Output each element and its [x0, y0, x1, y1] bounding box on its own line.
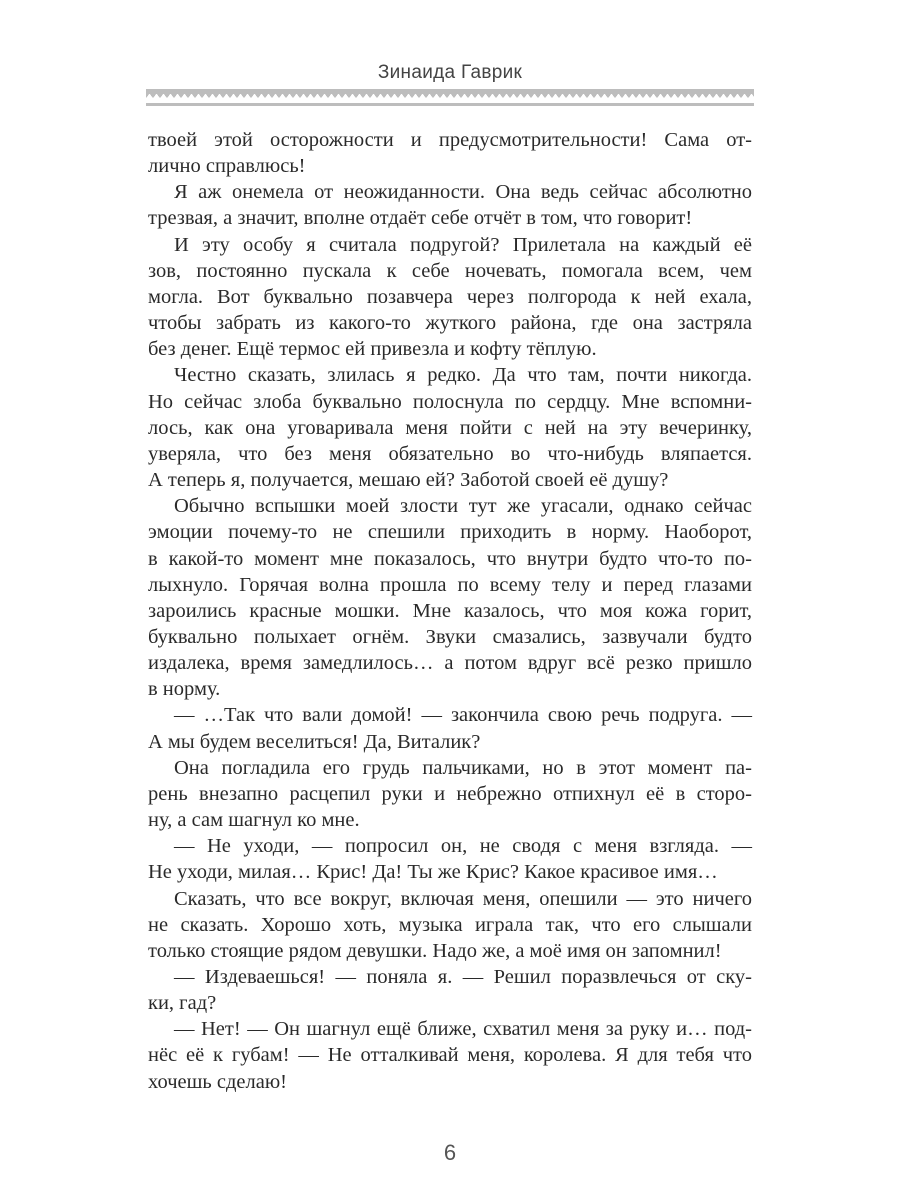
running-head-author: Зинаида Гаврик [377, 62, 523, 83]
text-line: в какой-то момент мне показалось, что внутри будто что-то по- [148, 547, 752, 570]
text-line: Но сейчас злоба буквально полоснула по сердцу. Мне вспомни- [148, 390, 752, 413]
text-line: Честно сказать, злилась я редко. Да что там, почти никогда. [174, 364, 752, 387]
text-line: не сказать. Хорошо хоть, музыка играла так, что его слышали [148, 913, 752, 936]
text-line: Я аж онемела от неожиданности. Она ведь сейчас абсолютно [174, 181, 752, 204]
text-line: уверяла, что без меня обязательно во что-нибудь вляпается. [148, 442, 752, 465]
text-line: лось, как она уговаривала меня пойти с ней на эту вечеринку, [148, 416, 752, 439]
text-line: А теперь я, получается, мешаю ей? Заботой своей её душу? [148, 469, 669, 492]
text-line: Обычно вспышки моей злости тут же угасали, однако сейчас [174, 495, 752, 518]
text-line: буквально полыхает огнём. Звуки смазались, зазвучали будто [148, 625, 752, 648]
text-line: твоей этой осторожности и предусмотрительности! Сама от- [148, 129, 752, 151]
text-line: — Нет! — Он шагнул ещё ближе, схватил меня за руку и… под- [174, 1018, 752, 1041]
text-line: чтобы забрать из какого-то жуткого района, где она застряла [148, 312, 752, 335]
text-line: зароились красные мошки. Мне казалось, что моя кожа горит, [148, 599, 752, 622]
text-line: лично справлюсь! [148, 155, 306, 178]
text-line: без денег. Ещё термос ей привезла и кофту тёплую. [148, 338, 597, 361]
text-line: А мы будем веселиться! Да, Виталик? [148, 730, 481, 753]
text-line: — Издеваешься! — поняла я. — Решил поразвлечься от ску- [174, 966, 752, 988]
text-line: в норму. [148, 678, 221, 701]
text-line: — Не уходи, — попросил он, не сводя с меня взгляда. — [174, 835, 752, 858]
text-line: Она погладила его грудь пальчиками, но в этот момент па- [174, 756, 752, 779]
text-line: могла. Вот буквально позавчера через полгорода к ней ехала, [148, 285, 752, 308]
text-line: эмоции почему-то не спешили приходить в норму. Наоборот, [148, 521, 752, 544]
text-line: нёс её к губам! — Не отталкивай меня, королева. Я для тебя что [148, 1044, 752, 1067]
text-line: ки, гад? [148, 992, 217, 1015]
text-line: Сказать, что все вокруг, включая меня, опешили — это ничего [174, 887, 752, 910]
text-line: трезвая, а значит, вполне отдаёт себе отчёт в том, что говорит! [148, 207, 693, 230]
text-line: только стоящие рядом девушки. Надо же, а моё имя он запомнил! [148, 939, 722, 962]
header-rule [146, 103, 754, 106]
header-ornament [146, 89, 754, 98]
text-line: — …Так что вали домой! — закончила свою речь подруга. — [174, 704, 752, 727]
page-number: 6 [443, 1140, 457, 1165]
text-line: рень внезапно расцепил руки и небрежно отпихнул её в сторо- [148, 782, 752, 805]
text-line: лыхнуло. Горячая волна прошла по всему телу и перед глазами [148, 573, 752, 596]
body-text [148, 127, 752, 1095]
text-line: ну, а сам шагнул ко мне. [148, 809, 360, 832]
text-line: И эту особу я считала подругой? Прилетала на каждый её [174, 233, 752, 256]
text-line: издалека, время замедлилось… а потом вдруг всё резко пришло [148, 652, 752, 675]
text-line: Не уходи, милая… Крис! Да! Ты же Крис? Какое красивое имя… [148, 861, 718, 884]
text-line: хочешь сделаю! [148, 1070, 287, 1093]
text-line: зов, постоянно пускала к себе ночевать, помогала всем, чем [148, 259, 752, 282]
